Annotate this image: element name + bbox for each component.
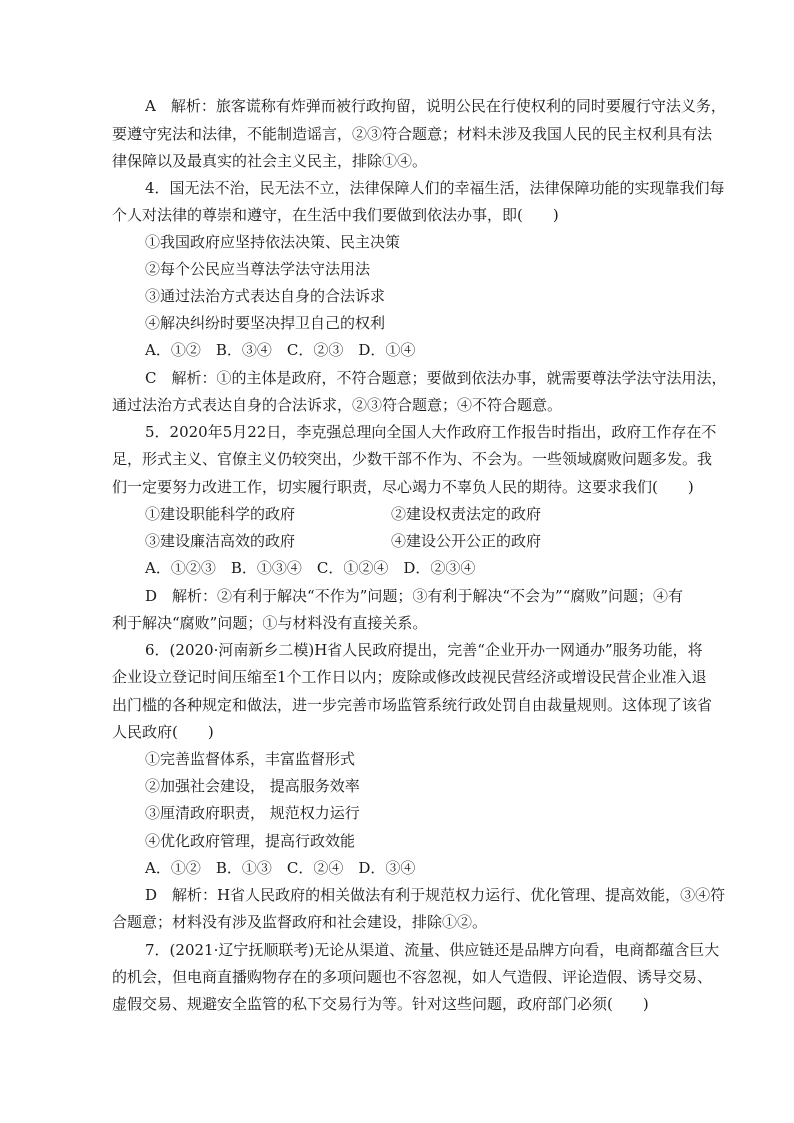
option-item: ②建设权责法定的政府 — [391, 505, 542, 523]
option-item: ①我国政府应坚持依法决策、民主决策 — [145, 233, 401, 251]
option-item: ③建设廉洁高效的政府 — [145, 532, 296, 550]
text-line: 律保障以及最真实的社会主义民主，排除①④。 — [112, 152, 428, 170]
answer-choices: A．①② B．①③ C．②④ D．③④ — [145, 859, 416, 877]
question-stem-line: 5．2020年5月22日，李克强总理向全国人大作政府工作报告时指出，政府工作存在不 — [145, 423, 717, 441]
option-item: ④建设公开公正的政府 — [391, 532, 542, 550]
question-stem-line: 企业设立登记时间压缩至1个工作日以内；废除或修改歧视民营经济或增设民营企业准入退 — [112, 668, 707, 686]
question-stem-line: 6．(2020·河南新乡二模)H省人民政府提出，完善“企业开办一网通办”服务功能，将 — [145, 641, 703, 659]
question-stem-line: 人民政府( ) — [112, 723, 214, 741]
answer-analysis-line: 通过法治方式表达自身的合法诉求，②③符合题意；④不符合题意。 — [112, 396, 563, 414]
question-stem-line: 足，形式主义、官僚主义仍较突出，少数干部不作为、不会为。一些领域腐败问题多发。我 — [112, 450, 713, 468]
text-line: 要遵守宪法和法律，不能制造谣言，②③符合题意；材料未涉及我国人民的民主权利具有法 — [112, 125, 713, 143]
text-line: A 解析：旅客谎称有炸弹而被行政拘留，说明公民在行使权利的同时要履行守法义务， — [145, 97, 726, 115]
answer-analysis-line: C 解析：①的主体是政府，不符合题意；要做到依法办事，就需要尊法学法守法用法， — [145, 369, 727, 387]
question-stem-line: 4．国无法不治，民无法不立，法律保障人们的幸福生活，法律保障功能的实现靠我们每 — [145, 179, 725, 197]
question-stem-line: 虚假交易、规避安全监管的私下交易行为等。针对这些问题，政府部门必须( ) — [112, 995, 649, 1013]
answer-analysis-line: 利于解决“腐败”问题；①与材料没有直接关系。 — [112, 614, 428, 632]
question-stem-line: 7．(2021·辽宁抚顺联考)无论从渠道、流量、供应链还是品牌方向看，电商都蕴含巨大 — [145, 941, 720, 959]
option-item: ①完善监督体系，丰富监督形式 — [145, 750, 356, 768]
question-stem-line: 们一定要努力改进工作，切实履行职责，尽心竭力不辜负人民的期待。这要求我们( ) — [112, 478, 694, 496]
option-item: ③通过法治方式表达自身的合法诉求 — [145, 287, 386, 305]
answer-analysis-line: D 解析：H省人民政府的相关做法有利于规范权力运行、优化管理、提高效能，③④符 — [145, 886, 726, 904]
answer-analysis-line: D 解析：②有利于解决“不作为”问题；③有利于解决“不会为”“腐败”问题；④有 — [145, 587, 684, 605]
answer-choices: A．①②③ B．①③④ C．①②④ D．②③④ — [145, 559, 476, 577]
option-item: ①建设职能科学的政府 — [145, 505, 296, 523]
answer-choices: A．①② B．③④ C．②③ D．①④ — [145, 341, 416, 359]
option-item: ②每个公民应当尊法学法守法用法 — [145, 260, 371, 278]
option-item: ②加强社会建设， 提高服务效率 — [145, 777, 360, 795]
option-item: ③厘清政府职责， 规范权力运行 — [145, 804, 360, 822]
answer-analysis-line: 合题意；材料没有涉及监督政府和社会建设，排除①②。 — [112, 913, 488, 931]
question-stem-line: 个人对法律的尊崇和遵守，在生活中我们要做到依法办事，即( ) — [112, 206, 559, 224]
question-stem-line: 出门槛的各种规定和做法，进一步完善市场监管系统行政处罚自由裁量规则。这体现了该省 — [112, 696, 713, 714]
option-item: ④解决纠纷时要坚决捍卫自己的权利 — [145, 314, 386, 332]
option-item: ④优化政府管理，提高行政效能 — [145, 832, 356, 850]
question-stem-line: 的机会，但电商直播购物存在的多项问题也不容忽视，如人气造假、评论造假、诱导交易、 — [112, 968, 713, 986]
